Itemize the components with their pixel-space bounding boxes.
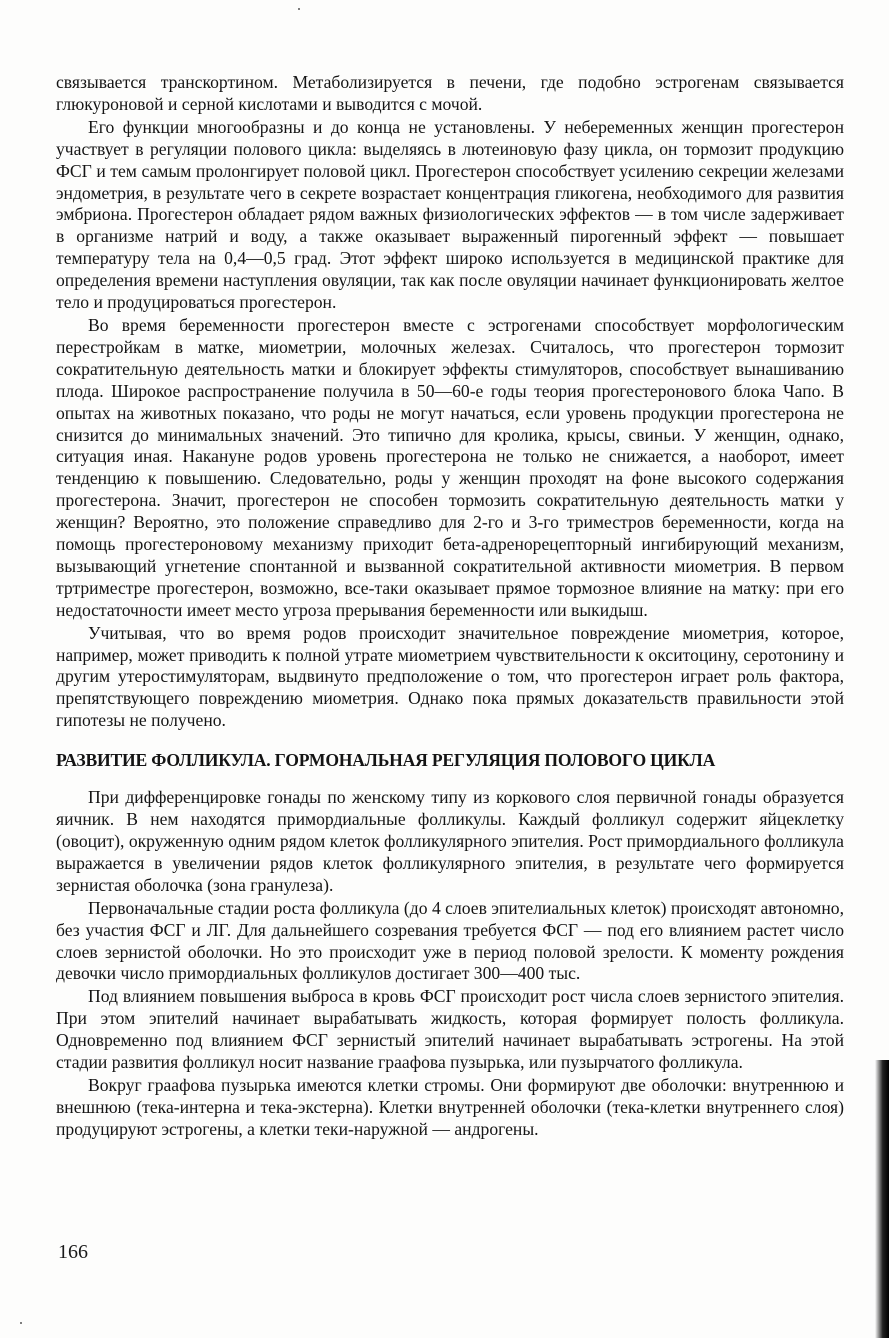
paragraph-labor-myometrium: Учитывая, что во время родов происходит значительное повреждение миометрия, которое, например, может приводить к полной утрате миометрием чувствительности к окситоцину, серотонину и другим утеростимуляторам, выдвинуто предположение о том, что прогестерон играет роль фактора, препятствующего повреждению миометрия. Однако пока прямых доказательств правильности этой гипотезы не получено.	[56, 622, 844, 731]
paragraph-gonad-differentiation: При дифференцировке гонады по женскому типу из коркового слоя первичной гонады образуется яичник. В нем находятся примордиальные фолликулы. Каждый фолликул содержит яйцеклетку (овоцит), окруженную одним рядом клеток фолликулярного эпителия. Рост примордиального фолликула выражается в увеличении рядов клеток фолликулярного эпителия, в результате чего формируется зернистая оболочка (зона гранулеза).	[56, 787, 844, 895]
page-number: 166	[58, 1241, 88, 1263]
paragraph-fsh-influence: Под влиянием повышения выброса в кровь ФСГ происходит рост числа слоев зернистого эпителия. При этом эпителий начинает вырабатывать жидкость, которая формирует полость фолликула. Одновременно под влиянием ФСГ зернистый эпителий начинает вырабатывать эстрогены. На этой стадии развития фолликул носит название граафова пузырька, или пузырчатого фолликула.	[56, 986, 844, 1073]
paragraph-progesterone-functions: Его функции многообразны и до конца не установлены. У небеременных женщин прогестерон участвует в регуляции полового цикла: выделяясь в лютеиновую фазу цикла, он тормозит продукцию ФСГ и тем самым пролонгирует половой цикл. Прогестерон способствует усилению секреции железами эндометрия, в результате чего в секрете возрастает концентрация гликогена, необходимого для развития эмбриона. Прогестерон обладает рядом важных физиологических эффектов — в том числе задерживает в организме натрий и воду, а также оказывает выраженный пирогенный эффект — повышает температуру тела на 0,4—0,5 град. Этот эффект широко используется в медицинской практике для определения времени наступления овуляции, так как после овуляции начинает функционировать желтое тело и продуцироваться прогестерон.	[56, 116, 844, 313]
paragraph-pregnancy-progesterone: Во время беременности прогестерон вместе с эстрогенами способствует морфологическим перестройкам в матке, миометрии, молочных железах. Считалось, что прогестерон тормозит сократительную деятельность матки и блокирует эффекты стимуляторов, способствует вынашиванию плода. Широкое распространение получила в 50—60-е годы теория прогестеронового блока Чапо. В опытах на животных показано, что роды не могут начаться, если уровень продукции прогестерона не снизится до минимальных значений. Это типично для кролика, крысы, свиньи. У женщин, однако, ситуация иная. Накануне родов уровень прогестерона не только не снижается, а наоборот, имеет тенденцию к повышению. Следовательно, роды у женщин проходят на фоне высокого содержания прогестерона. Значит, прогестерон не способен тормозить сократительную деятельность матки у женщин? Вероятно, это положение справедливо для 2-го и 3-го триместров беременности, когда на помощь прогестероновому механизму приходит бета-адренорецепторный ингибирующий механизм, вызывающий угнетение спонтанной и вызванной сократительной активности миометрия. В первом тртриместре прогестерон, возможно, все-таки оказывает прямое тормозное влияние на матку: при его недостаточности имеет место угроза прерывания беременности или выкидыш.	[56, 314, 844, 620]
paragraph-graafian-follicle-stroma: Вокруг граафова пузырька имеются клетки стромы. Они формируют две оболочки: внутреннюю и внешнюю (тека-интерна и тека-экстерна). Клетки внутренней оболочки (тека-клетки внутреннего слоя) продуцируют эстрогены, а клетки теки-наружной — андрогены.	[56, 1074, 844, 1139]
scan-speck	[20, 1322, 22, 1324]
paragraph-follicle-growth-stages: Первоначальные стадии роста фолликула (до 4 слоев эпителиальных клеток) происходят автономно, без участия ФСГ и ЛГ. Для дальнейшего созревания требуется ФСГ — под его влиянием растет число слоев зернистой оболочки. Но это происходит уже в период половой зрелости. К моменту рождения девочки число примордиальных фолликулов достигает 300—400 тыс.	[56, 897, 844, 984]
page-body-text	[56, 72, 844, 1141]
scan-speck	[298, 8, 300, 10]
scan-edge-shadow	[875, 1060, 889, 1338]
section-heading: РАЗВИТИЕ ФОЛЛИКУЛА. ГОРМОНАЛЬНАЯ РЕГУЛЯЦИЯ ПОЛОВОГО ЦИКЛА	[56, 750, 716, 771]
paragraph-continuation: связывается транскортином. Метаболизируется в печени, где подобно эстрогенам связывается глюкуроновой и серной кислотами и выводится с мочой.	[56, 72, 844, 114]
